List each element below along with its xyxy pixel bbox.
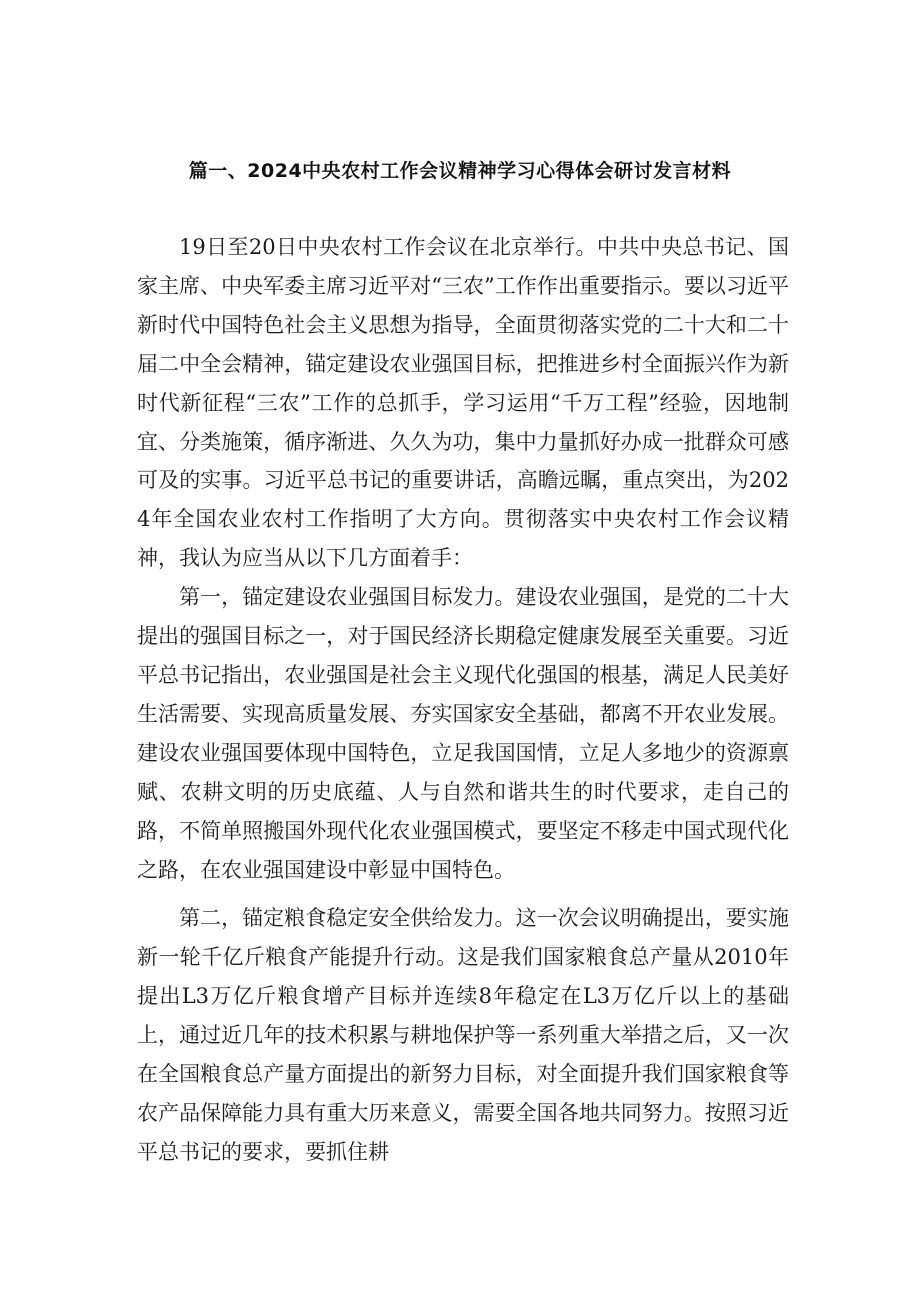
paragraph-second-point: 第二，锚定粮食稳定安全供给发力。这一次会议明确提出，要实施新一轮千亿斤粮食产能提升行动。这是我们国家粮食总产量从2010年提出L3万亿斤粮食增产目标并连续8年稳定在L3万亿斤以上的基础上，通过近几年的技术积累与耕地保护等一系列重大举措之后，又一次在全国粮食总产量方面提出的新努力目标，对全面提升我们国家粮食等农产品保障能力具有重大历来意义，需要全国各地共同努力。按照习近平总书记的要求，要抓住耕 bbox=[137, 906, 789, 1164]
paragraph-intro: 19日至20日中央农村工作会议在北京举行。中共中央总书记、国家主席、中央军委主席习近平对“三农”工作作出重要指示。要以习近平新时代中国特色社会主义思想为指导，全面贯彻落实党的二十大和二十届二中全会精神，锚定建设农业强国目标，把推进乡村全面振兴作为新时代新征程“三农”工作的总抓手，学习运用“千万工程”经验，因地制宜、分类施策，循序渐进、久久为功，集中力量抓好办成一批群众可感可及的实事。习近平总书记的重要讲话，高瞻远瞩，重点突出，为2024年全国农业农村工作指明了大方向。贯彻落实中央农村工作会议精神，我认为应当从以下几方面着手： bbox=[137, 235, 789, 571]
document-title: 篇一、2024中央农村工作会议精神学习心得体会研讨发言材料 bbox=[188, 160, 732, 182]
paragraph-first-point: 第一，锚定建设农业强国目标发力。建设农业强国，是党的二十大提出的强国目标之一，对于国民经济长期稳定健康发展至关重要。习近平总书记指出，农业强国是社会主义现代化强国的根基，满足人民美好生活需要、实现高质量发展、夯实国家安全基础，都离不开农业发展。建设农业强国要体现中国特色，立足我国国情，立足人多地少的资源禀赋、农耕文明的历史底蕴、人与自然和谐共生的时代要求，走自己的路，不简单照搬国外现代化农业强国模式，要坚定不移走中国式现代化之路，在农业强国建设中彰显中国特色。 bbox=[137, 585, 789, 882]
document-body bbox=[137, 228, 789, 1172]
